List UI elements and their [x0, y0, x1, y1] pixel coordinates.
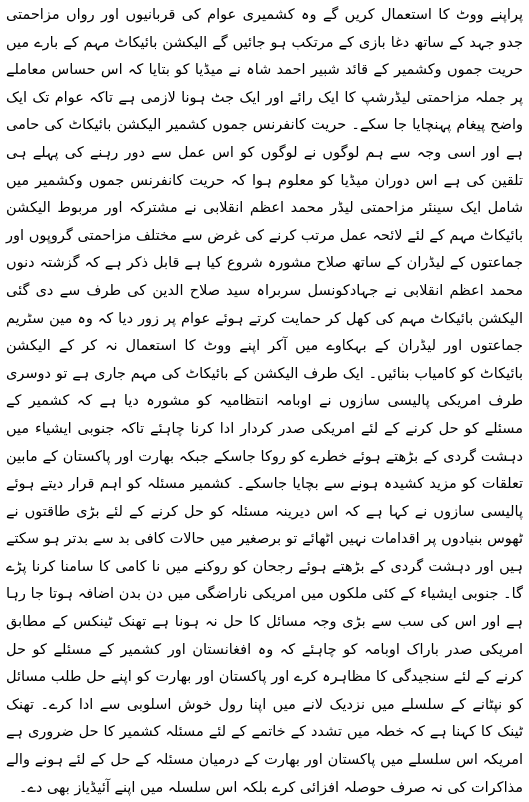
article-paragraph: پراپنے ووٹ کا استعمال کریں گے وہ کشمیری عوام کی قربانیوں اور رواں مزاحمتی جدو جہد کے ساتھ دغا بازی کے مرتکب ہو جائیں گے الیکشن بائیکاٹ مہم کے بارے میں حریت جموں وکشمیر کے قائد شبیر احمد شاہ نے میڈیا کو بتایا کہ اس حساس معاملے پر جملہ مزاحمتی لیڈرشپ کا ایک رائے اور ایک جٹ ہونا لازمی ہے تاکہ عوام تک ایک واضح پیغام پہنچایا جا سکے۔ حریت کانفرنس جموں کشمیر الیکشن بائیکاٹ کی حامی ہے اور اسی وجہ سے ہم لوگوں نے لوگوں کو اس عمل سے دور رہنے کی پہلے ہی تلقین کی ہے اس دوران میڈیا کو معلوم ہوا کہ حریت کانفرنس جموں وکشمیر میں شامل ایک سینئر مزاحمتی لیڈر محمد اعظم انقلابی نے مشترکہ اور مربوط الیکشن بائیکاٹ مہم کے لئے لائحہ عمل مرتب کرنے کی غرض سے مختلف مزاحمتی گروپوں اور جماعتوں کے لیڈران کے ساتھ صلاح مشورہ شروع کیا ہے قابل ذکر ہے کہ گزشتہ دنوں محمد اعظم انقلابی نے جہادکونسل سربراہ سید صلاح الدین کی طرف سے دی گئی الیکشن بائیکاٹ مہم کی کھل کر حمایت کرتے ہوئے عوام پر زور دیا کہ وہ مین سٹریم جماعتوں اور لیڈران کے بہکاوے میں آکر اپنے ووٹ کا استعمال نہ کر کے الیکشن بائیکاٹ کو کامیاب بنائیں۔ ایک طرف الیکشن کے بائیکاٹ کی مہم جاری ہے تو دوسری طرف امریکی پالیسی سازوں نے اوبامہ انتظامیہ کو مشورہ دیا ہے کہ کشمیر کے مسئلے کو حل کرنے کے لئے امریکی صدر کردار ادا کرنا چاہئے تاکہ جنوبی ایشیاء میں دہشت گردی کے بڑھتے ہوئے خطرے کو روکا جاسکے جبکہ بھارت اور پاکستان کے مابین تعلقات کو مزید کشیدہ ہونے سے بچایا جاسکے۔ کشمیر مسئلہ کو اہم قرار دیتے ہوئے پالیسی سازوں نے کہا ہے کہ اس دیرینہ مسئلہ کو حل کرنے کے لئے بڑی طاقتوں نے ٹھوس بنیادوں پر اقدامات نہیں اٹھائے تو برصغیر میں حالات کافی بد سے بدتر ہو سکتے ہیں اور دہشت گردی کے بڑھتے ہوئے رجحان کو روکنے میں نا کامی کا سامنا کرنا پڑے گا۔ جنوبی ایشیاء کے کئی ملکوں میں امریکی ناراضگی میں دن بدن اضافہ ہوتا جا رہا ہے اور اس کی سب سے بڑی وجہ مسائل کا حل نہ ہونا ہے تھنک ٹینکس کے مطابق امریکی صدر باراک اوبامہ کو چاہئے کہ وہ افغانستان اور کشمیر کے مسئلے کو حل کرنے کے لئے سنجیدگی کا مظاہرہ کرے اور پاکستان اور بھارت کو اپنے حل طلب مسائل کو نپٹانے کے سلسلے میں نزدیک لانے میں اپنا رول خوش اسلوبی سے ادا کرے۔ تھنک ٹینک کا کہنا ہے کہ خطہ میں تشدد کے خاتمے کے لئے مسئلہ کشمیر کا حل ضروری ہے امریکہ اس سلسلے میں پاکستان اور بھارت کے درمیان مسئلہ کے حل کے لئے ہونے والے مذاکرات کی نہ صرف حوصلہ افزائی کرے بلکہ اس سلسلہ میں اپنے آئیڈیاز بھی دے۔: [6, 7, 523, 796]
article-text-block: [6, 2, 523, 796]
